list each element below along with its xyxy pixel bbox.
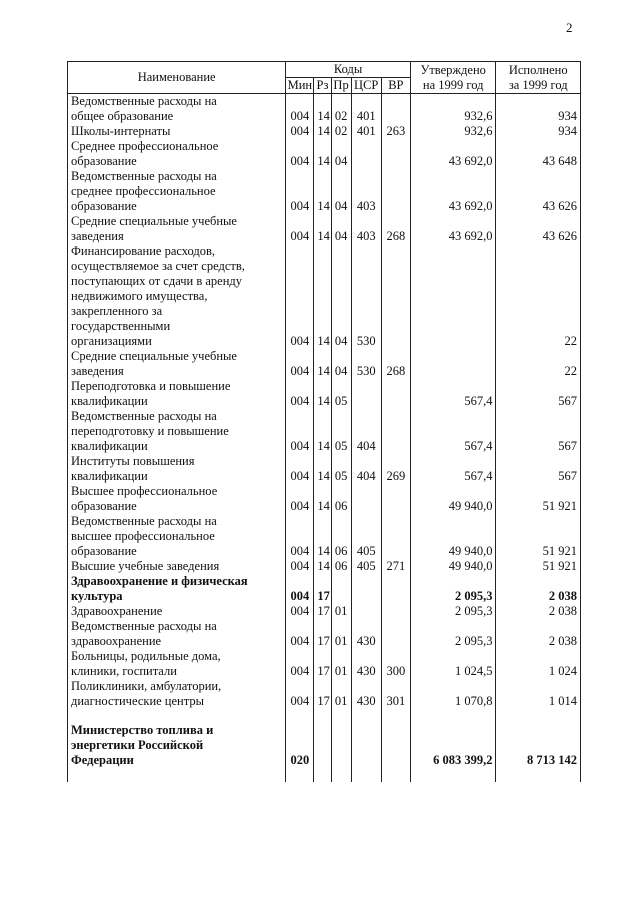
cell-approved: 49 940,0 xyxy=(410,514,496,559)
header-code-min: Мин xyxy=(287,78,313,92)
cell-min: 004 xyxy=(286,169,314,214)
cell-approved: 43 692,0 xyxy=(410,214,496,244)
cell-pr: 05 xyxy=(331,409,351,454)
cell-csr: 401 xyxy=(351,124,381,139)
cell-executed: 567 xyxy=(496,379,581,409)
cell-rz: 14 xyxy=(314,379,331,409)
cell-vr: 271 xyxy=(381,559,410,574)
cell-executed: 934 xyxy=(496,94,581,125)
cell-rz: 14 xyxy=(314,169,331,214)
cell-vr: 268 xyxy=(381,349,410,379)
cell-approved: 2 095,3 xyxy=(410,574,496,604)
cell-csr: 430 xyxy=(351,619,381,649)
cell-executed: 567 xyxy=(496,409,581,454)
cell-min: 004 xyxy=(286,604,314,619)
cell-rz: 14 xyxy=(314,409,331,454)
cell-vr xyxy=(381,514,410,559)
cell-pr xyxy=(331,709,351,723)
cell-min: 004 xyxy=(286,619,314,649)
table-row xyxy=(68,94,581,125)
cell-name: Ведомственные расходы на здравоохранение xyxy=(68,619,286,649)
cell-approved xyxy=(410,768,496,782)
cell-approved xyxy=(410,709,496,723)
cell-pr: 05 xyxy=(331,454,351,484)
cell-csr xyxy=(351,379,381,409)
cell-csr: 405 xyxy=(351,514,381,559)
table-row xyxy=(68,604,581,619)
cell-pr: 06 xyxy=(331,484,351,514)
table-row xyxy=(68,723,581,768)
cell-executed: 2 038 xyxy=(496,619,581,649)
cell-pr: 04 xyxy=(331,169,351,214)
cell-vr: 263 xyxy=(381,124,410,139)
header-code-csr: ЦСР xyxy=(351,78,381,94)
cell-vr: 300 xyxy=(381,649,410,679)
cell-approved xyxy=(410,349,496,379)
budget-table xyxy=(67,61,581,782)
cell-pr: 05 xyxy=(331,379,351,409)
cell-approved: 567,4 xyxy=(410,409,496,454)
table-row xyxy=(68,484,581,514)
cell-rz: 14 xyxy=(314,94,331,125)
cell-rz xyxy=(314,723,331,768)
cell-pr: 01 xyxy=(331,619,351,649)
cell-name: Министерство топлива и энергетики Российской Федерации xyxy=(68,723,286,768)
cell-rz: 17 xyxy=(314,649,331,679)
cell-min: 004 xyxy=(286,454,314,484)
cell-pr: 04 xyxy=(331,214,351,244)
cell-executed: 2 038 xyxy=(496,574,581,604)
cell-approved: 2 095,3 xyxy=(410,619,496,649)
cell-csr: 403 xyxy=(351,214,381,244)
cell-min xyxy=(286,709,314,723)
cell-name: Школы-интернаты xyxy=(68,124,286,139)
table-row xyxy=(68,559,581,574)
cell-approved xyxy=(410,244,496,349)
cell-csr: 530 xyxy=(351,349,381,379)
cell-min: 004 xyxy=(286,679,314,709)
cell-rz: 17 xyxy=(314,679,331,709)
cell-name: Здравоохранение xyxy=(68,604,286,619)
cell-name: Поликлиники, амбулатории, диагностические центры xyxy=(68,679,286,709)
cell-vr xyxy=(381,409,410,454)
header-code-pr: Пр xyxy=(331,78,351,94)
header-code-rz: Рз xyxy=(314,78,331,94)
header-code-vr: ВР xyxy=(381,78,410,94)
cell-min xyxy=(286,768,314,782)
table-row xyxy=(68,409,581,454)
cell-rz: 14 xyxy=(314,349,331,379)
cell-approved: 43 692,0 xyxy=(410,139,496,169)
cell-csr: 403 xyxy=(351,169,381,214)
cell-approved: 1 024,5 xyxy=(410,649,496,679)
cell-min: 004 xyxy=(286,214,314,244)
cell-name xyxy=(68,768,286,782)
cell-min: 004 xyxy=(286,409,314,454)
cell-executed: 1 014 xyxy=(496,679,581,709)
cell-name: Высшее профессиональное образование xyxy=(68,484,286,514)
cell-vr xyxy=(381,484,410,514)
page-number: 2 xyxy=(566,20,573,35)
cell-name: Финансирование расходов, осуществляемое за счет средств, поступающих от сдачи в аренду недвижимого имущества, закрепленного за государственными организациями xyxy=(68,244,286,349)
cell-rz: 14 xyxy=(314,514,331,559)
table-row xyxy=(68,139,581,169)
header-approved: Утверждено на 1999 год xyxy=(410,62,496,94)
cell-csr: 430 xyxy=(351,679,381,709)
cell-pr: 02 xyxy=(331,124,351,139)
cell-vr: 301 xyxy=(381,679,410,709)
cell-approved: 567,4 xyxy=(410,379,496,409)
spacer-row xyxy=(68,709,581,723)
cell-executed: 51 921 xyxy=(496,514,581,559)
cell-approved: 1 070,8 xyxy=(410,679,496,709)
spacer-row xyxy=(68,768,581,782)
table-row xyxy=(68,649,581,679)
cell-min: 004 xyxy=(286,484,314,514)
cell-rz xyxy=(314,768,331,782)
cell-rz: 14 xyxy=(314,139,331,169)
cell-pr: 06 xyxy=(331,559,351,574)
cell-vr xyxy=(381,379,410,409)
cell-approved: 6 083 399,2 xyxy=(410,723,496,768)
cell-min: 004 xyxy=(286,244,314,349)
cell-min: 004 xyxy=(286,574,314,604)
cell-approved: 932,6 xyxy=(410,124,496,139)
cell-name: Институты повышения квалификации xyxy=(68,454,286,484)
cell-vr xyxy=(381,604,410,619)
cell-pr xyxy=(331,574,351,604)
cell-min: 004 xyxy=(286,514,314,559)
cell-approved: 43 692,0 xyxy=(410,169,496,214)
table-row xyxy=(68,214,581,244)
cell-name: Ведомственные расходы на среднее профессиональное образование xyxy=(68,169,286,214)
table-row xyxy=(68,619,581,649)
cell-min: 004 xyxy=(286,379,314,409)
cell-csr: 430 xyxy=(351,649,381,679)
cell-min: 020 xyxy=(286,723,314,768)
cell-rz: 14 xyxy=(314,214,331,244)
cell-vr xyxy=(381,244,410,349)
cell-csr xyxy=(351,484,381,514)
cell-approved: 567,4 xyxy=(410,454,496,484)
cell-executed: 51 921 xyxy=(496,484,581,514)
table-row xyxy=(68,349,581,379)
cell-executed: 1 024 xyxy=(496,649,581,679)
table-row xyxy=(68,244,581,349)
cell-executed: 2 038 xyxy=(496,604,581,619)
cell-rz: 17 xyxy=(314,604,331,619)
cell-pr: 01 xyxy=(331,604,351,619)
cell-rz xyxy=(314,709,331,723)
cell-rz: 14 xyxy=(314,559,331,574)
cell-executed: 934 xyxy=(496,124,581,139)
cell-min: 004 xyxy=(286,649,314,679)
cell-csr: 404 xyxy=(351,454,381,484)
cell-vr xyxy=(381,723,410,768)
cell-vr xyxy=(381,709,410,723)
cell-csr: 530 xyxy=(351,244,381,349)
cell-pr: 06 xyxy=(331,514,351,559)
cell-rz: 14 xyxy=(314,484,331,514)
cell-executed: 51 921 xyxy=(496,559,581,574)
cell-name: Среднее профессиональное образование xyxy=(68,139,286,169)
cell-pr: 01 xyxy=(331,679,351,709)
cell-name: Больницы, родильные дома, клиники, госпитали xyxy=(68,649,286,679)
cell-rz: 14 xyxy=(314,454,331,484)
cell-executed xyxy=(496,709,581,723)
cell-pr: 02 xyxy=(331,94,351,125)
cell-csr xyxy=(351,723,381,768)
cell-executed: 43 626 xyxy=(496,169,581,214)
cell-executed: 22 xyxy=(496,244,581,349)
cell-rz: 14 xyxy=(314,124,331,139)
cell-name: Ведомственные расходы на высшее профессиональное образование xyxy=(68,514,286,559)
cell-vr: 269 xyxy=(381,454,410,484)
table-row xyxy=(68,379,581,409)
cell-name: Высшие учебные заведения xyxy=(68,559,286,574)
cell-csr xyxy=(351,709,381,723)
table-row xyxy=(68,124,581,139)
cell-min: 004 xyxy=(286,94,314,125)
cell-executed: 43 626 xyxy=(496,214,581,244)
cell-vr xyxy=(381,768,410,782)
table-row xyxy=(68,169,581,214)
cell-name: Ведомственные расходы на общее образование xyxy=(68,94,286,125)
cell-vr xyxy=(381,574,410,604)
cell-pr: 01 xyxy=(331,649,351,679)
cell-executed: 567 xyxy=(496,454,581,484)
cell-csr: 405 xyxy=(351,559,381,574)
cell-name: Здравоохранение и физическая культура xyxy=(68,574,286,604)
cell-csr xyxy=(351,768,381,782)
table-row xyxy=(68,454,581,484)
cell-vr xyxy=(381,169,410,214)
cell-executed xyxy=(496,768,581,782)
cell-name: Средние специальные учебные заведения xyxy=(68,349,286,379)
cell-pr xyxy=(331,723,351,768)
cell-approved: 2 095,3 xyxy=(410,604,496,619)
cell-pr xyxy=(331,768,351,782)
cell-min: 004 xyxy=(286,559,314,574)
cell-executed: 8 713 142 xyxy=(496,723,581,768)
cell-vr: 268 xyxy=(381,214,410,244)
cell-rz: 17 xyxy=(314,574,331,604)
cell-name: Средние специальные учебные заведения xyxy=(68,214,286,244)
table-body xyxy=(68,94,581,783)
header-codes: Коды xyxy=(286,62,411,78)
cell-csr: 404 xyxy=(351,409,381,454)
cell-vr xyxy=(381,139,410,169)
cell-csr xyxy=(351,574,381,604)
cell-vr xyxy=(381,619,410,649)
cell-pr: 04 xyxy=(331,349,351,379)
cell-min: 004 xyxy=(286,139,314,169)
cell-rz: 17 xyxy=(314,619,331,649)
table-row xyxy=(68,679,581,709)
cell-approved: 49 940,0 xyxy=(410,484,496,514)
cell-rz: 14 xyxy=(314,244,331,349)
header-name: Наименование xyxy=(68,62,286,94)
cell-csr xyxy=(351,604,381,619)
cell-name: Переподготовка и повышение квалификации xyxy=(68,379,286,409)
cell-min: 004 xyxy=(286,349,314,379)
table-row xyxy=(68,514,581,559)
table-row xyxy=(68,574,581,604)
cell-name: Ведомственные расходы на переподготовку и повышение квалификации xyxy=(68,409,286,454)
cell-min: 004 xyxy=(286,124,314,139)
cell-csr: 401 xyxy=(351,94,381,125)
cell-executed: 43 648 xyxy=(496,139,581,169)
cell-executed: 22 xyxy=(496,349,581,379)
cell-vr xyxy=(381,94,410,125)
cell-name xyxy=(68,709,286,723)
cell-csr xyxy=(351,139,381,169)
cell-pr: 04 xyxy=(331,139,351,169)
cell-pr: 04 xyxy=(331,244,351,349)
cell-approved: 49 940,0 xyxy=(410,559,496,574)
cell-approved: 932,6 xyxy=(410,94,496,125)
header-executed: Исполнено за 1999 год xyxy=(496,62,581,94)
